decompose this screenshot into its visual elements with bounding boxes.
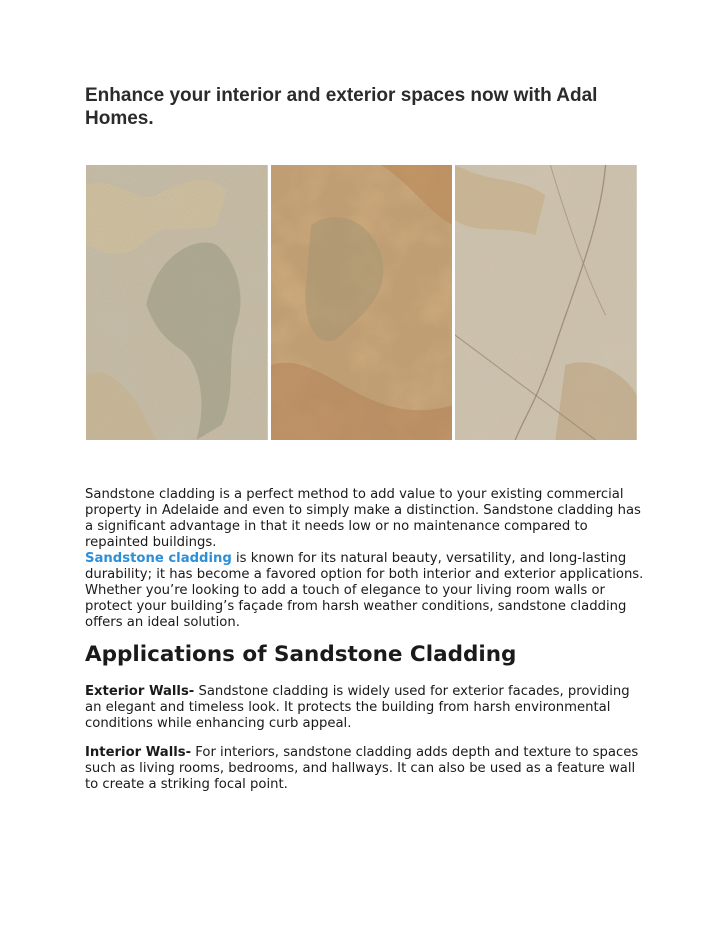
exterior-walls-paragraph (85, 684, 645, 732)
sandstone-tile-image-1 (86, 165, 268, 440)
sandstone-image-gallery (86, 165, 637, 440)
interior-walls-paragraph (85, 745, 645, 793)
page-title: Enhance your interior and exterior spaces now with Adal Homes. (85, 85, 598, 129)
sandstone-cladding-link[interactable]: Sandstone cladding (85, 551, 232, 566)
sandstone-tile-image-2 (271, 165, 453, 440)
exterior-walls-text: Sandstone cladding is widely used for exterior facades, providing an elegant and timeless look. It protects the building from harsh environmental conditions while enhancing curb appeal. (85, 684, 630, 731)
sandstone-tile-image-3 (455, 165, 637, 440)
section-heading: Applications of Sandstone Cladding (85, 642, 517, 667)
intro-paragraph: Sandstone cladding is a perfect method to add value to your existing commercial property in Adelaide and even to simply make a distinction. Sandstone cladding has a significant advantage in that it needs low or no maintenance compared to repainted buildings. (85, 487, 641, 550)
interior-walls-label: Interior Walls- (85, 745, 192, 760)
exterior-walls-label: Exterior Walls- (85, 684, 195, 699)
description-paragraph (85, 551, 645, 631)
interior-walls-text: For interiors, sandstone cladding adds depth and texture to spaces such as living rooms, bedrooms, and hallways. It can also be used as a feature wall to create a striking focal point. (85, 745, 639, 792)
description-text: is known for its natural beauty, versatility, and long-lasting durability; it has become a favored option for both interior and exterior applications. Whether you’re looking to add a touch of elegance to your living room walls or protect your building’s façade from harsh weather conditions, sandstone cladding offers an ideal solution. (85, 551, 644, 630)
